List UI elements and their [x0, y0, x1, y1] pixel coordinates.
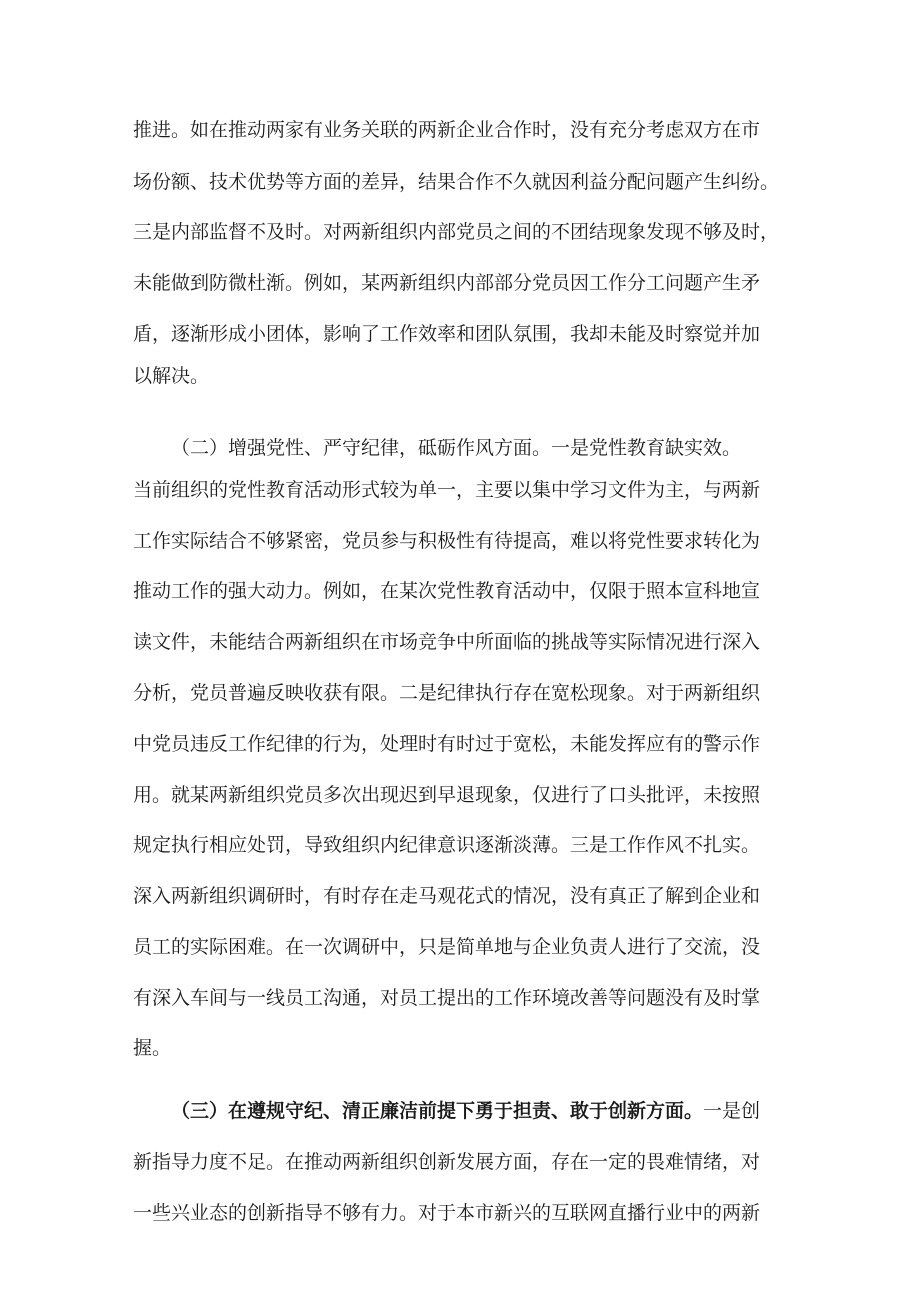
section-heading-2: （二）增强党性、严守纪律，砥砺作风方面。一是党性教育缺实效。: [171, 437, 742, 459]
section-heading-3-line: [171, 1093, 793, 1129]
paragraph-line: 用。就某两新组织党员多次出现迟到早退现象，仅进行了口头批评，未按照: [133, 784, 761, 806]
paragraph-line: 以解决。: [133, 365, 210, 387]
paragraph-line: 推动工作的强大动力。例如，在某次党性教育活动中，仅限于照本宣科地宣: [133, 580, 761, 602]
paragraph-line: 员工的实际困难。在一次调研中，只是简单地与企业负责人进行了交流，没: [133, 936, 761, 958]
paragraph-line: 三是内部监督不及时。对两新组织内部党员之间的不团结现象发现不够及时，: [133, 221, 780, 243]
paragraph-text: 一是创: [703, 1100, 761, 1122]
paragraph-line: 当前组织的党性教育活动形式较为单一，主要以集中学习文件为主，与两新: [133, 479, 761, 501]
paragraph-line: 盾，逐渐形成小团体，影响了工作效率和团队氛围，我却未能及时察觉并加: [133, 323, 761, 345]
paragraph-line: 工作实际结合不够紧密，党员参与积极性有待提高，难以将党性要求转化为: [133, 530, 761, 552]
paragraph-line: 握。: [133, 1037, 172, 1059]
section-heading-3: （三）在遵规守纪、清正廉洁前提下勇于担责、敢于创新方面。: [171, 1100, 704, 1122]
paragraph-line: 分析，党员普遍反映收获有限。二是纪律执行存在宽松现象。对于两新组织: [133, 682, 761, 704]
paragraph-line: 规定执行相应处罚，导致组织内纪律意识逐渐淡薄。三是工作作风不扎实。: [133, 834, 761, 856]
paragraph-line: 推进。如在推动两家有业务关联的两新企业合作时，没有充分考虑双方在市: [133, 119, 761, 141]
paragraph-line: 深入两新组织调研时，有时存在走马观花式的情况，没有真正了解到企业和: [133, 885, 761, 907]
paragraph-line: 一些兴业态的创新指导不够有力。对于本市新兴的互联网直播行业中的两新: [133, 1202, 761, 1224]
paragraph-line: 中党员违反工作纪律的行为，处理时有时过于宽松，未能发挥应有的警示作: [133, 733, 761, 755]
paragraph-line: 有深入车间与一线员工沟通，对员工提出的工作环境改善等问题没有及时掌: [133, 987, 761, 1009]
paragraph-line: 未能做到防微杜渐。例如，某两新组织内部部分党员因工作分工问题产生矛: [133, 272, 761, 294]
paragraph-line: 新指导力度不足。在推动两新组织创新发展方面，存在一定的畏难情绪，对: [133, 1151, 761, 1173]
paragraph-line: 读文件，未能结合两新组织在市场竞争中所面临的挑战等实际情况进行深入: [133, 631, 761, 653]
paragraph-line: 场份额、技术优势等方面的差异，结果合作不久就因利益分配问题产生纠纷。: [133, 171, 780, 193]
